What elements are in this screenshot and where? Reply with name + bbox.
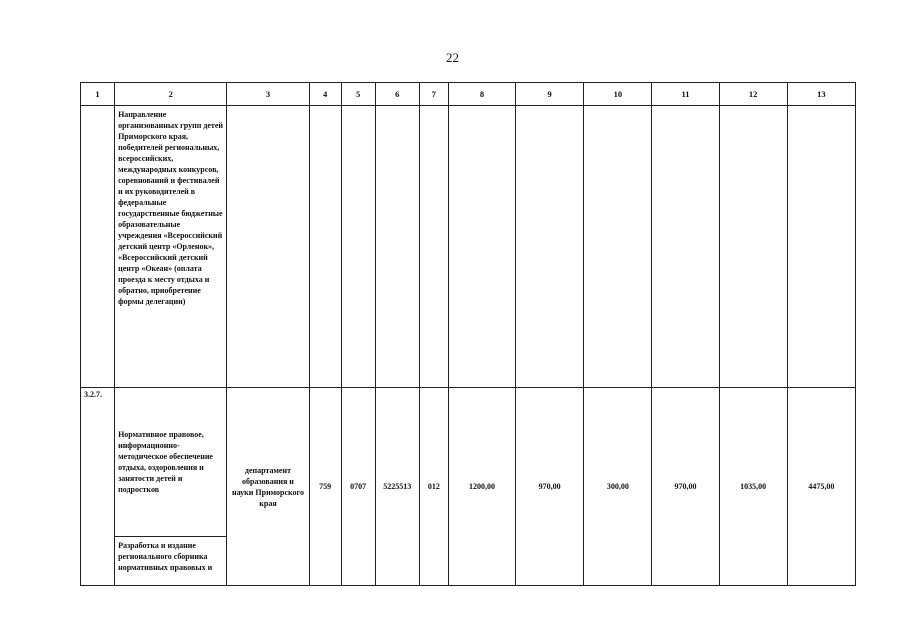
page-number: 22 <box>446 50 459 65</box>
department-cell: департамент образования и науки Приморского края <box>227 388 309 586</box>
table-cell <box>341 106 375 388</box>
activity-description: Разработка и издание регионального сборника нормативных правовых и <box>115 537 227 586</box>
column-header: 10 <box>584 83 652 106</box>
table-cell <box>719 106 787 388</box>
item-code: 3.2.7. <box>81 388 115 586</box>
table-cell <box>309 106 341 388</box>
amount-cell: 1035,00 <box>719 388 787 586</box>
column-header: 1 <box>81 83 115 106</box>
column-header: 8 <box>448 83 515 106</box>
column-header: 7 <box>419 83 448 106</box>
column-header: 13 <box>787 83 855 106</box>
table-row <box>81 388 856 537</box>
column-header: 6 <box>375 83 419 106</box>
table-cell <box>652 106 719 388</box>
table-cell: 0707 <box>341 388 375 586</box>
column-header: 5 <box>341 83 375 106</box>
table-cell <box>516 106 584 388</box>
amount-cell: 970,00 <box>652 388 719 586</box>
table-header-row <box>81 83 856 106</box>
table-cell <box>419 106 448 388</box>
column-header: 11 <box>652 83 719 106</box>
table-row <box>81 106 856 388</box>
column-header: 3 <box>227 83 309 106</box>
table-cell <box>584 106 652 388</box>
column-header: 4 <box>309 83 341 106</box>
activity-description: Направление организованных групп детей Приморского края, победителей региональных, всероссийских, международных конкурсов, соревнований и фестивалей и их руководителей в федеральные государственные бюджетные образовательные учреждения «Всероссийский детский центр «Орленок», «Всероссийский детский центр «Океан» (оплата проезда к месту отдыха и обратно, приобретение формы делегации) <box>115 106 227 388</box>
table-cell: 012 <box>419 388 448 586</box>
table-cell <box>448 106 515 388</box>
table-cell <box>81 106 115 388</box>
column-header: 12 <box>719 83 787 106</box>
amount-cell: 1200,00 <box>448 388 515 586</box>
table-cell <box>787 106 855 388</box>
column-header: 9 <box>516 83 584 106</box>
activity-description: Нормативное правовое, информационно-методическое обеспечение отдыха, оздоровления и занятости детей и подростков <box>115 388 227 537</box>
total-cell: 4475,00 <box>787 388 855 586</box>
table-cell: 759 <box>309 388 341 586</box>
amount-cell: 970,00 <box>516 388 584 586</box>
table-cell <box>375 106 419 388</box>
column-header: 2 <box>115 83 227 106</box>
amount-cell: 300,00 <box>584 388 652 586</box>
table-cell <box>227 106 309 388</box>
budget-table <box>80 82 856 586</box>
table-cell: 5225513 <box>375 388 419 586</box>
